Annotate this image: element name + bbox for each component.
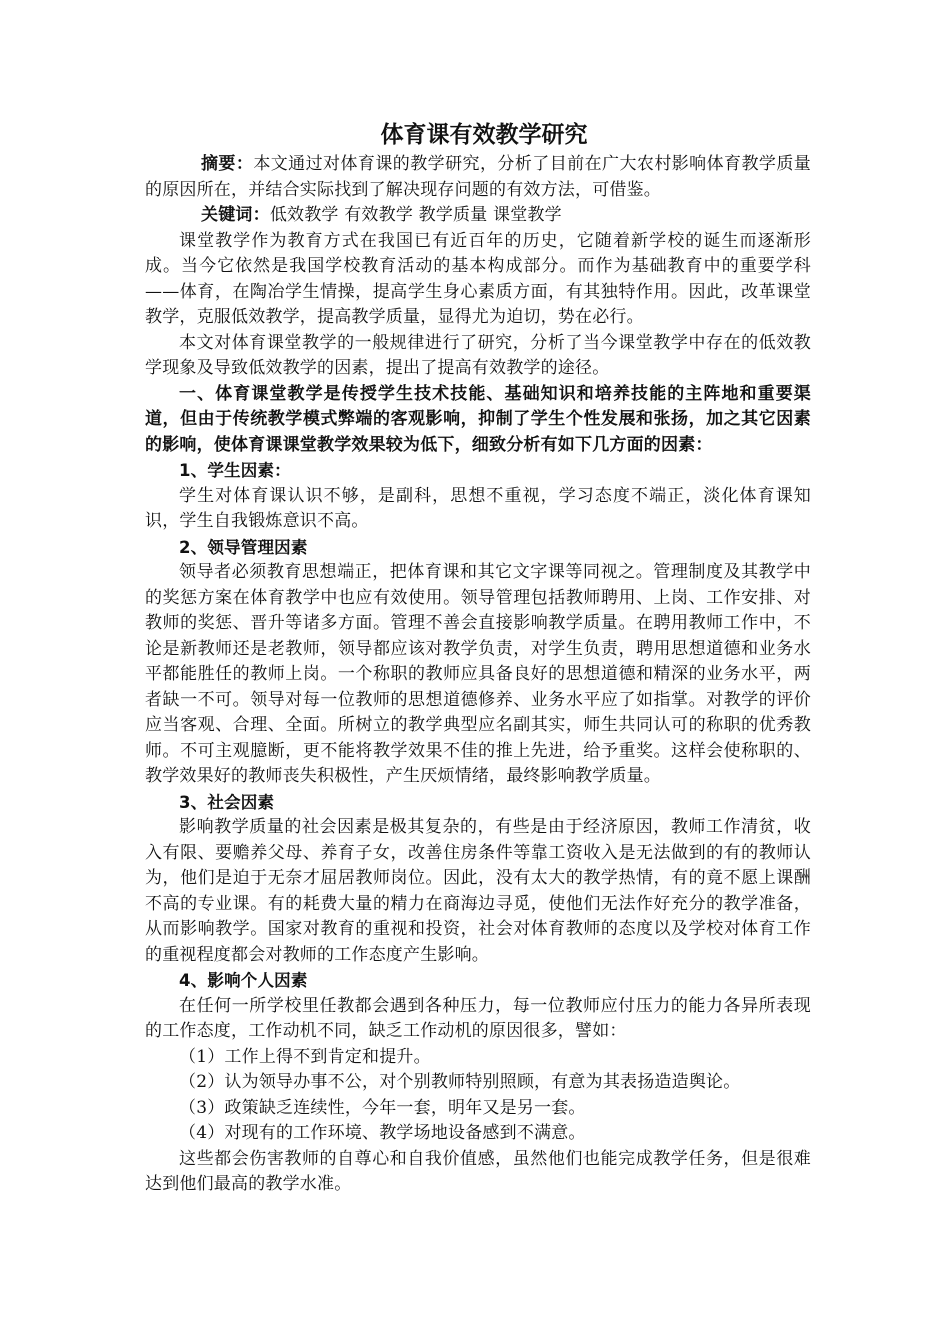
factor-paragraph: 学生对体育课认识不够，是副科，思想不重视，学习态度不端正，淡化体育课知识，学生自我锻炼意识不高。	[145, 485, 811, 531]
reason-item: （1）工作上得不到肯定和提升。	[179, 1046, 431, 1067]
intro-paragraph: 课堂教学作为教育方式在我国已有近百年的历史，它随着新学校的诞生而逐渐形成。当今它依然是我国学校教育活动的基本构成部分。而作为基础教育中的重要学科——体育，在陶冶学生情操，提高学生身心素质方面，有其独特作用。因此，改革课堂教学，克服低效教学，提高教学质量，显得尤为迫切，势在必行。	[145, 230, 811, 327]
abstract-label: 摘要：	[201, 154, 254, 174]
intro-paragraph: 本文对体育课堂教学的一般规律进行了研究，分析了当今课堂教学中存在的低效教学现象及导致低效教学的因素，提出了提高有效教学的途径。	[145, 332, 811, 378]
keywords-text: 低效教学 有效教学 教学质量 课堂教学	[269, 205, 562, 225]
factor-heading: 4、影响个人因素	[179, 971, 308, 990]
factor-paragraph: 影响教学质量的社会因素是极其复杂的，有些是由于经济原因，教师工作清贫，收入有限、要赡养父母、养育子女，改善住房条件等靠工资收入是无法做到的有的教师认为，他们是迫于无奈才屈居教师岗位。因此，没有太大的教学热情，有的竟不愿上课酬不高的专业课。有的耗费大量的精力在商海边寻觅，使他们无法作好充分的教学准备，从而影响教学。国家对教育的重视和投资，社会对体育教师的态度以及学校对体育工作的重视程度都会对教师的工作态度产生影响。	[145, 817, 811, 965]
abstract-text: 本文通过对体育课的教学研究，分析了目前在广大农村影响体育教学质量的原因所在，并结合实际找到了解决现存问题的有效方法，可借鉴。	[145, 154, 811, 200]
factor-paragraph: 在任何一所学校里任教都会遇到各种压力，每一位教师应付压力的能力各异所表现的工作态度，工作动机不同，缺乏工作动机的原因很多，譬如：	[145, 995, 811, 1041]
document-page	[145, 118, 811, 1198]
reason-item: （4）对现有的工作环境、教学场地设备感到不满意。	[179, 1123, 586, 1143]
keywords-label: 关键词：	[201, 205, 270, 225]
document-title: 体育课有效教学研究	[380, 122, 588, 148]
factor-heading: 1、学生因素：	[179, 461, 291, 480]
closing-paragraph: 这些都会伤害教师的自尊心和自我价值感，虽然他们也能完成教学任务，但是很难达到他们最高的教学水准。	[145, 1148, 811, 1194]
reason-item: （2）认为领导办事不公，对个别教师特别照顾，有意为其表扬造造舆论。	[179, 1072, 741, 1092]
keywords	[145, 203, 811, 229]
reason-item: （3）政策缺乏连续性，今年一套，明年又是另一套。	[179, 1097, 586, 1118]
section-heading: 一、体育课堂教学是传授学生技术技能、基础知识和培养技能的主阵地和重要渠道，但由于传统教学模式弊端的客观影响，抑制了学生个性发展和张扬，加之其它因素的影响，使体育课课堂教学效果较为低下，细致分析有如下几方面的因素：	[145, 383, 811, 455]
factor-heading: 3、社会因素	[179, 792, 275, 812]
factor-paragraph: 领导者必须教育思想端正，把体育课和其它文字课等同视之。管理制度及其教学中的奖惩方案在体育教学中也应有效使用。领导管理包括教师聘用、上岗、工作安排、对教师的奖惩、晋升等诸多方面。管理不善会直接影响教学质量。在聘用教师工作中，不论是新教师还是老教师，领导都应该对教学负责，对学生负责，聘用思想道德和业务水平都能胜任的教师上岗。一个称职的教师应具备良好的思想道德和精深的业务水平，两者缺一不可。领导对每一位教师的思想道德修养、业务水平应了如指掌。对教学的评价应当客观、合理、全面。所树立的教学典型应名副其实，师生共同认可的称职的优秀教师。不可主观臆断，更不能将教学效果不佳的推上先进，给予重奖。这样会使称职的、教学效果好的教师丧失积极性，产生厌烦情绪，最终影响教学质量。	[145, 562, 811, 786]
factor-heading: 2、领导管理因素	[179, 537, 308, 557]
abstract	[145, 152, 811, 203]
